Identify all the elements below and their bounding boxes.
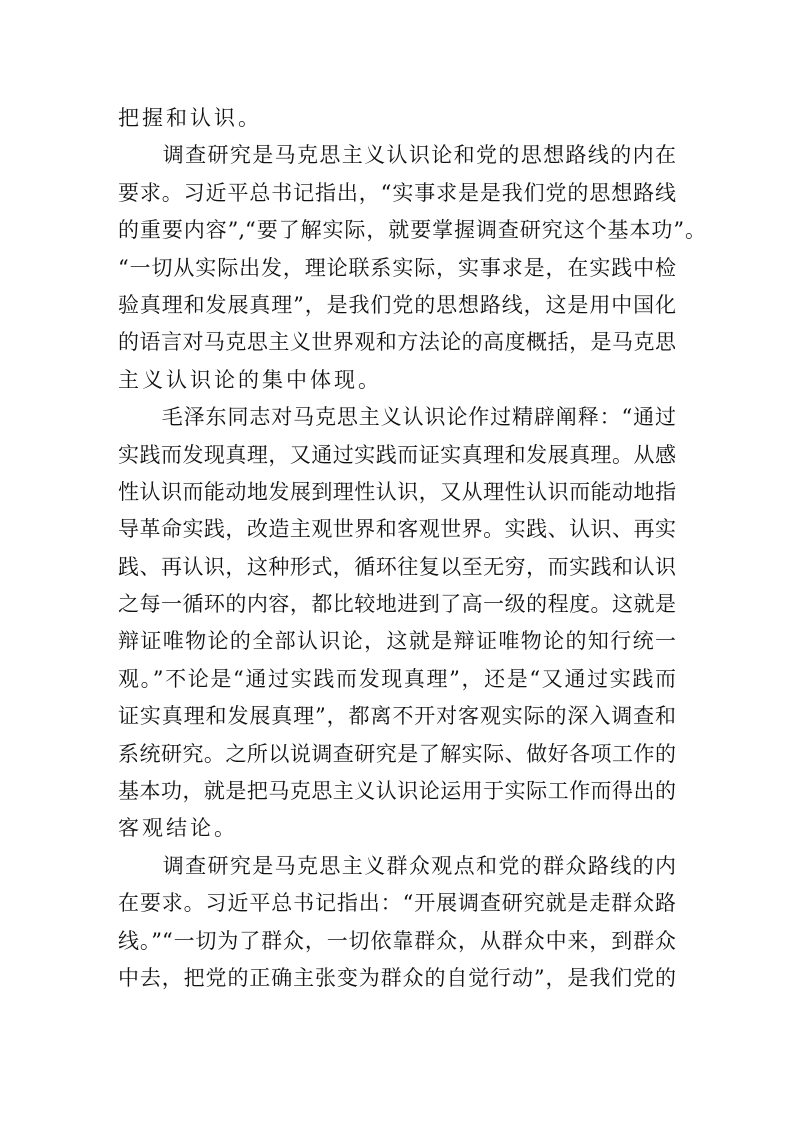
text-line: 的重要内容”,“要了解实际，就要掌握调查研究这个基本功”。 — [118, 218, 706, 243]
text-line: 调查研究是马克思主义认识论和党的思想路线的内在 — [118, 143, 676, 168]
text-line: 证实真理和发展真理”，都离不开对客观实际的深入调查和 — [118, 704, 676, 729]
text-line: 验真理和发展真理”，是我们党的思想路线，这是用中国化 — [118, 292, 676, 317]
text-line: 主义认识论的集中体现。 — [118, 367, 382, 392]
document-body — [118, 104, 706, 1001]
text-line: 线。”“一切为了群众，一切依靠群众，从群众中来，到群众 — [118, 928, 676, 953]
text-line: “一切从实际出发，理论联系实际，实事求是，在实践中检 — [118, 255, 676, 280]
text-line: 之每一循环的内容，都比较地进到了高一级的程度。这就是 — [118, 592, 676, 617]
text-line: 中去，把党的正确主张变为群众的自觉行动”，是我们党的 — [118, 965, 676, 990]
text-line: 性认识而能动地发展到理性认识，又从理性认识而能动地指 — [118, 479, 676, 504]
text-line: 客观结论。 — [118, 816, 238, 841]
text-line: 系统研究。之所以说调查研究是了解实际、做好各项工作的 — [118, 741, 676, 766]
text-line: 辩证唯物论的全部认识论，这就是辩证唯物论的知行统一 — [118, 629, 676, 654]
text-line: 要求。习近平总书记指出，“实事求是是我们党的思想路线 — [118, 180, 676, 205]
text-line: 践、再认识，这种形式，循环往复以至无穷，而实践和认识 — [118, 554, 676, 579]
text-line: 实践而发现真理，又通过实践而证实真理和发展真理。从感 — [118, 442, 676, 467]
text-line: 基本功，就是把马克思主义认识论运用于实际工作而得出的 — [118, 779, 676, 804]
text-line: 毛泽东同志对马克思主义认识论作过精辟阐释：“通过 — [118, 405, 676, 430]
text-line: 把握和认识。 — [118, 106, 262, 130]
text-line: 观。”不论是“通过实践而发现真理”，还是“又通过实践而 — [118, 666, 676, 691]
text-line: 调查研究是马克思主义群众观点和党的群众路线的内 — [118, 853, 676, 878]
text-line: 的语言对马克思主义世界观和方法论的高度概括，是马克思 — [118, 330, 676, 355]
text-line: 导革命实践，改造主观世界和客观世界。实践、认识、再实 — [118, 517, 676, 542]
text-line: 在要求。习近平总书记指出：“开展调查研究就是走群众路 — [118, 891, 676, 916]
